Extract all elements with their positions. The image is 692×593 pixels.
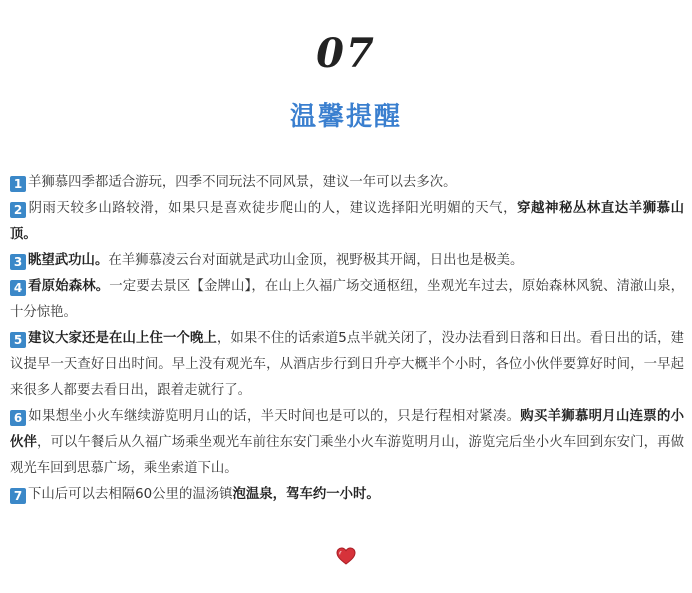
tip-item [10, 326, 684, 404]
tip-text-bold: 眺望武功山。 [28, 253, 109, 268]
tip-text-bold: 穿越神秘丛林直达羊狮慕山顶。 [10, 201, 684, 242]
tip-text-bold: 建议大家还是在山上住一个晚上 [28, 331, 217, 346]
heart-icon [336, 547, 356, 565]
tip-text: 一定要去景区【金牌山】，在山上久福广场交通枢纽，坐观光车过去，原始森林风貌、清澈山泉，十分惊艳。 [10, 279, 684, 320]
number-badge-icon: 3 [10, 254, 26, 270]
tip-text-bold: 购买羊狮慕明月山连票的小伙伴 [10, 409, 685, 450]
number-badge-icon: 6 [10, 410, 26, 426]
tip-text-bold: 泡温泉，驾车约一小时。 [232, 487, 380, 502]
number-badge-icon: 4 [10, 280, 26, 296]
tip-text-bold: 看原始森林。 [28, 279, 110, 294]
tip-text: 如果想坐小火车继续游览明月山的话，半天时间也是可以的，只是行程相对紧凑。 [28, 409, 521, 424]
tip-item [10, 170, 684, 196]
tip-text: 羊狮慕四季都适合游玩，四季不同玩法不同风景，建议一年可以去多次。 [28, 175, 457, 190]
tip-text: ，可以午餐后从久福广场乘坐观光车前往东安门乘坐小火车游览明月山，游览完后坐小火车回到东安门，再做观光车回到思慕广场，乘坐索道下山。 [10, 435, 685, 476]
tip-text: ，如果不住的话索道5点半就关闭了，没办法看到日落和日出。看日出的话，建议提早一天查好日出时间。早上没有观光车，从酒店步行到日升亭大概半个小时，各位小伙伴要算好时间，一早起来很多人都要去看日出，跟着走就行了。 [10, 331, 684, 398]
tip-item [10, 404, 684, 482]
tip-item [10, 248, 684, 274]
number-badge-icon: 5 [10, 332, 26, 348]
tip-text: 在羊狮慕凌云台对面就是武功山金顶，视野极其开阔，日出也是极美。 [108, 253, 524, 268]
number-badge-icon: 1 [10, 176, 26, 192]
tip-item [10, 482, 684, 508]
tip-text: 阴雨天较多山路较滑，如果只是喜欢徒步爬山的人，建议选择阳光明媚的天气， [28, 201, 518, 216]
number-badge-icon: 2 [10, 202, 26, 218]
tip-item [10, 196, 684, 248]
section-number: 07 [316, 30, 376, 77]
tips-list [10, 170, 684, 508]
number-badge-icon: 7 [10, 488, 26, 504]
section-title: 温馨提醒 [289, 102, 402, 132]
tip-text: 下山后可以去相隔60公里的温汤镇 [28, 487, 233, 502]
tip-item [10, 274, 684, 326]
